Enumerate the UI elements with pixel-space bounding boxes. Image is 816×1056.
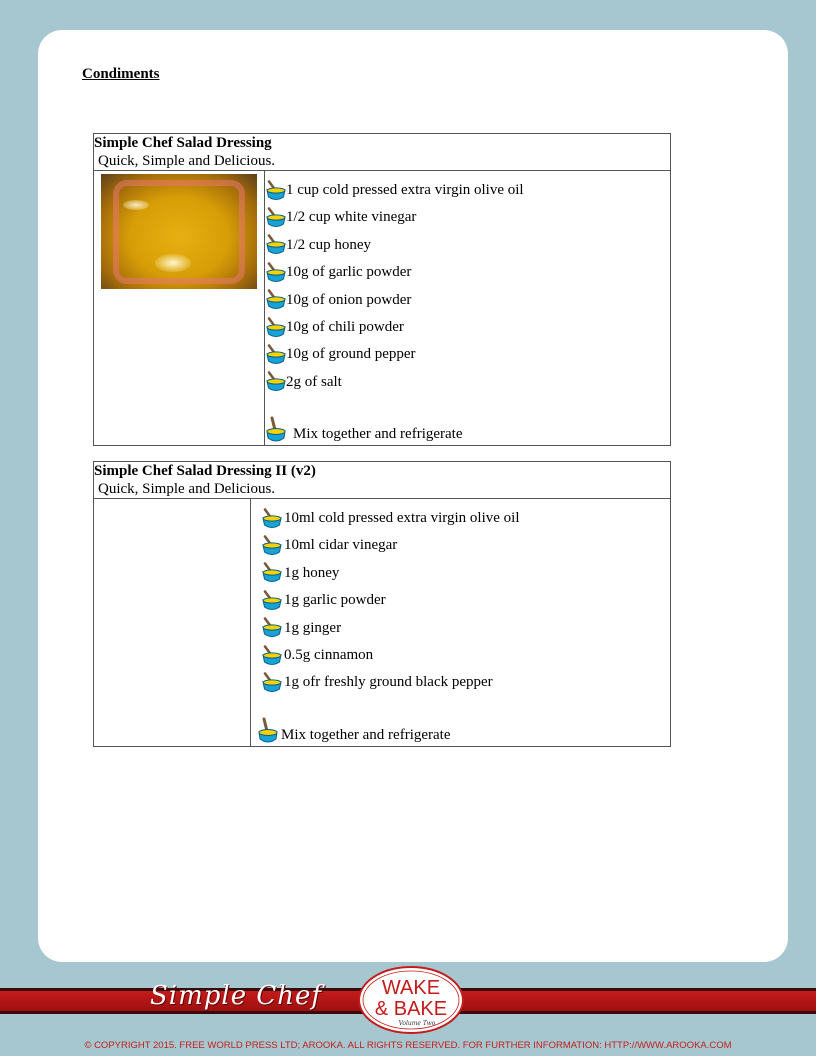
instruction-text: Mix together and refrigerate bbox=[281, 726, 451, 743]
mixing-bowl-spoon-icon bbox=[265, 371, 286, 393]
mixing-bowl-spoon-icon bbox=[261, 645, 282, 667]
ingredient-item bbox=[265, 314, 670, 341]
ingredient-item bbox=[261, 669, 670, 696]
dressing-photo bbox=[101, 174, 257, 289]
recipe-header bbox=[94, 462, 671, 499]
ingredient-item bbox=[261, 532, 670, 559]
recipe-header bbox=[94, 134, 671, 171]
ingredient-text: 10ml cidar vinegar bbox=[284, 537, 398, 554]
recipe-table-2 bbox=[93, 461, 671, 747]
badge-line-2: & BAKE bbox=[374, 998, 448, 1020]
mixing-bowl-spoon-icon bbox=[261, 617, 282, 639]
ingredient-item bbox=[265, 232, 670, 259]
wake-and-bake-badge bbox=[357, 964, 465, 1034]
instruction-row bbox=[251, 717, 670, 746]
mixing-bowl-spoon-icon bbox=[257, 717, 279, 745]
mixing-bowl-spoon-icon bbox=[265, 207, 286, 229]
ingredient-text: 10ml cold pressed extra virgin olive oil bbox=[284, 510, 520, 526]
ingredient-list bbox=[251, 499, 670, 697]
badge-line-3: Volume Two bbox=[398, 1020, 436, 1027]
section-title: Condiments bbox=[82, 66, 160, 82]
recipe-photo-cell bbox=[94, 171, 265, 446]
ingredient-text: 1/2 cup honey bbox=[286, 236, 371, 253]
ingredient-text: 10g of garlic powder bbox=[286, 264, 412, 281]
ingredient-text: 1g ofr freshly ground black pepper bbox=[284, 674, 493, 691]
ingredient-text: 10g of ground pepper bbox=[286, 346, 416, 363]
mixing-bowl-spoon-icon bbox=[265, 344, 286, 366]
ingredient-item bbox=[265, 341, 670, 368]
ingredients-cell bbox=[251, 499, 671, 747]
mixing-bowl-spoon-icon bbox=[261, 508, 282, 530]
ingredient-text: 2g of salt bbox=[286, 373, 342, 390]
mixing-bowl-spoon-icon bbox=[265, 416, 287, 444]
instruction-row bbox=[265, 416, 670, 445]
ingredient-text: 10g of onion powder bbox=[286, 291, 412, 308]
mixing-bowl-spoon-icon bbox=[265, 234, 286, 256]
ingredient-item bbox=[265, 177, 670, 204]
ingredient-item bbox=[261, 505, 670, 532]
ingredients-cell bbox=[265, 171, 671, 446]
mixing-bowl-spoon-icon bbox=[261, 672, 282, 694]
copyright-notice: © COPYRIGHT 2015. FREE WORLD PRESS LTD; AROOKA. ALL RIGHTS RESERVED. FOR FURTHER INFORMATION: HTTP://WWW.AROOKA.COM bbox=[84, 1040, 732, 1051]
badge-line-1: WAKE bbox=[381, 977, 441, 999]
recipe-subtitle: Quick, Simple and Delicious. bbox=[98, 481, 276, 497]
ingredient-item bbox=[265, 204, 670, 231]
mixing-bowl-spoon-icon bbox=[265, 262, 286, 284]
mixing-bowl-spoon-icon bbox=[261, 590, 282, 612]
ingredient-text: 1g honey bbox=[284, 564, 340, 581]
simple-chef-logo: Simple Chef bbox=[150, 981, 323, 1011]
mixing-bowl-spoon-icon bbox=[265, 180, 286, 202]
ingredient-item bbox=[261, 587, 670, 614]
ingredient-text: 1g garlic powder bbox=[284, 592, 386, 609]
recipe-subtitle: Quick, Simple and Delicious. bbox=[98, 153, 276, 169]
ingredient-item bbox=[265, 369, 670, 396]
recipe-photo-cell-empty bbox=[94, 499, 251, 747]
recipe-title: Simple Chef Salad Dressing II (v2) bbox=[94, 463, 316, 479]
ingredient-list bbox=[265, 171, 670, 396]
ingredient-text: 1g ginger bbox=[284, 619, 342, 636]
ingredient-text: 10g of chili powder bbox=[286, 318, 404, 335]
ingredient-item bbox=[261, 615, 670, 642]
ingredient-text: 0.5g cinnamon bbox=[284, 646, 374, 663]
ingredient-item bbox=[261, 642, 670, 669]
recipe-title: Simple Chef Salad Dressing bbox=[94, 135, 272, 151]
ingredient-item bbox=[261, 560, 670, 587]
ingredient-item bbox=[265, 287, 670, 314]
mixing-bowl-spoon-icon bbox=[261, 562, 282, 584]
ingredient-item bbox=[265, 259, 670, 286]
recipe-table-1 bbox=[93, 133, 671, 446]
mixing-bowl-spoon-icon bbox=[261, 535, 282, 557]
mixing-bowl-spoon-icon bbox=[265, 289, 286, 311]
instruction-text: Mix together and refrigerate bbox=[293, 426, 463, 443]
ingredient-text: 1 cup cold pressed extra virgin olive oil bbox=[286, 182, 524, 198]
mixing-bowl-spoon-icon bbox=[265, 317, 286, 339]
ingredient-text: 1/2 cup white vinegar bbox=[286, 209, 417, 226]
